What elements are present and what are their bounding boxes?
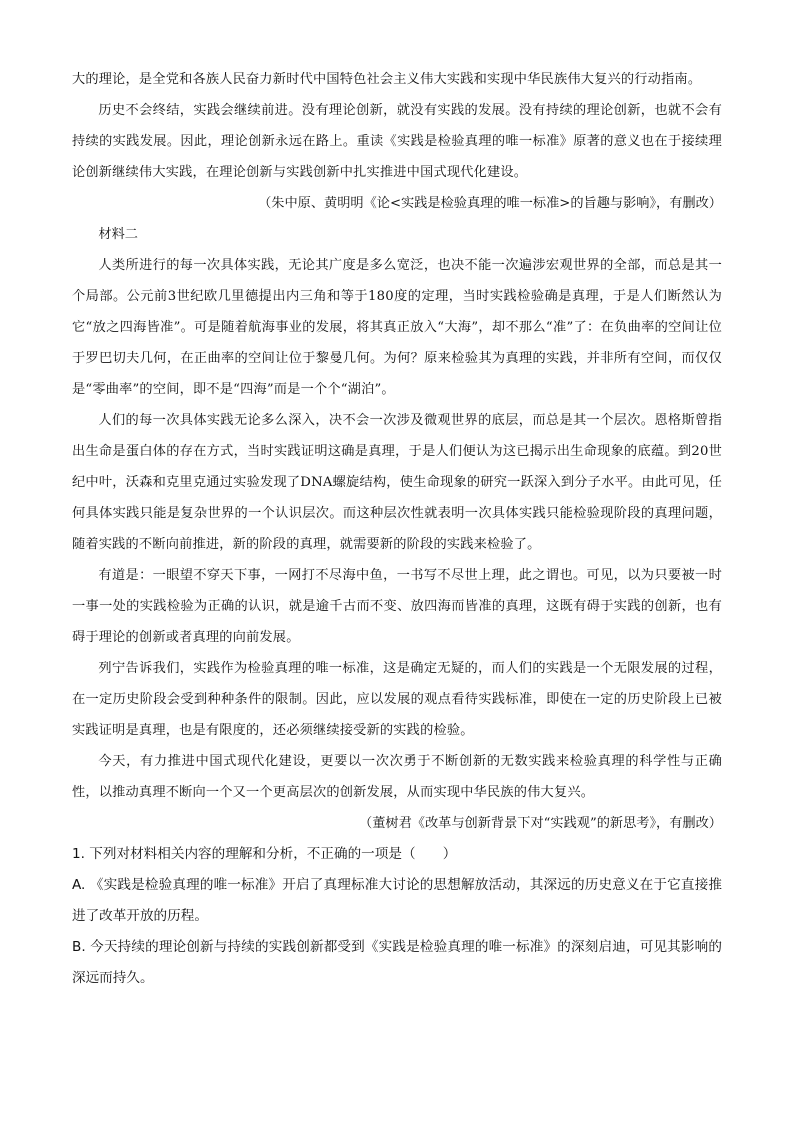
option-a: A. 《实践是检验真理的唯一标准》开启了真理标准大讨论的思想解放活动，其深远的历史意义在于它直接推进了改革开放的历程。 — [72, 877, 722, 924]
paragraph: 今天，有力推进中国式现代化建设，更要以一次次勇于不断创新的无数实践来检验真理的科学性与正确性，以推动真理不断向一个又一个更高层次的创新发展，从而实现中华民族的伟大复兴。 — [72, 754, 722, 800]
paragraph-continued: 大的理论，是全党和各族人民奋力新时代中国特色社会主义伟大实践和实现中华民族伟大复兴的行动指南。 — [72, 72, 702, 87]
paragraph: 历史不会终结，实践会继续前进。没有理论创新，就没有实践的发展。没有持续的理论创新，也就不会有持续的实践发展。因此，理论创新永远在路上。重读《实践是检验真理的唯一标准》原著的意义也在于接续理论创新继续伟大实践，在理论创新与实践创新中扎实推进中国式现代化建设。 — [72, 103, 722, 180]
question-stem: 1. 下列对材料相关内容的理解和分析，不正确的一项是（ ） — [72, 846, 457, 862]
section-heading: 材料二 — [98, 227, 138, 242]
paragraph: 人类所进行的每一次具体实践，无论其广度是多么宽泛，也决不能一次遍涉宏观世界的全部，而总是其一个局部。公元前3世纪欧几里德提出内三角和等于180度的定理，当时实践检验确是真理，于是人们断然认为它“放之四海皆准”。可是随着航海事业的发展，将其真正放入“大海”，却不那么“准”了：在负曲率的空间让位于罗巴切夫几何，在正曲率的空间让位于黎曼几何。为何？原来检验其为真理的实践，并非所有空间，而仅仅是“零曲率”的空间，即不是“四海”而是一个个“湖泊”。 — [72, 258, 722, 397]
paragraph: 有道是：一眼望不穿天下事，一网打不尽海中鱼，一书写不尽世上理，此之谓也。可见，以为只要被一时一事一处的实践检验为正确的认识，就是逾千古而不变、放四海而皆准的真理，这既有碍于实践的创新，也有碍于理论的创新或者真理的向前发展。 — [72, 568, 722, 645]
paragraph: 列宁告诉我们，实践作为检验真理的唯一标准，这是确定无疑的，而人们的实践是一个无限发展的过程，在一定历史阶段会受到种种条件的限制。因此，应以发展的观点看待实践标准，即使在一定的历史阶段上已被实践证明是真理，也是有限度的，还必须继续接受新的实践的检验。 — [72, 661, 722, 738]
paragraph: 人们的每一次具体实践无论多么深入，决不会一次涉及微观世界的底层，而总是其一个层次。恩格斯曾指出生命是蛋白体的存在方式，当时实践证明这确是真理，于是人们便认为这已揭示出生命现象的底蕴。到20世纪中叶，沃森和克里克通过实验发现了DNA螺旋结构，使生命现象的研究一跃深入到分子水平。由此可见，任何具体实践只能是复杂世界的一个认识层次。而这种层次性就表明一次具体实践只能检验现阶段的真理问题，随着实践的不断向前推进，新的阶段的真理，就需要新的阶段的实践来检验了。 — [72, 413, 722, 552]
source-citation: （董树君《改革与创新背景下对“实践观”的新思考》，有删改） — [359, 816, 722, 831]
question-block — [72, 839, 722, 994]
source-citation: （朱中原、黄明明《论<实践是检验真理的唯一标准>的旨趣与影响》，有删改） — [258, 196, 722, 211]
option-b: B. 今天持续的理论创新与持续的实践创新都受到《实践是检验真理的唯一标准》的深刻启迪，可见其影响的深远而持久。 — [72, 939, 722, 986]
